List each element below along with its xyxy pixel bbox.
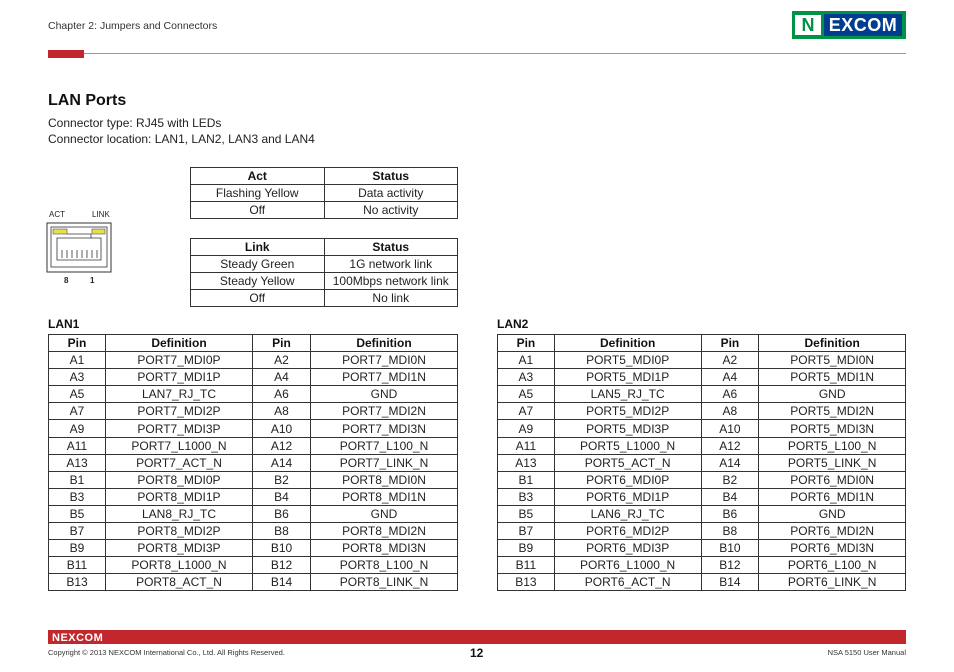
definition-cell: PORT8_MDI0P	[106, 471, 253, 488]
pin-cell: A10	[253, 420, 311, 437]
definition-cell: PORT8_MDI1N	[311, 488, 458, 505]
table-cell: Off	[191, 290, 325, 307]
pin-cell: A6	[701, 386, 759, 403]
pin-cell: A14	[253, 454, 311, 471]
pin-cell: B4	[701, 488, 759, 505]
definition-cell: PORT5_MDI0P	[554, 352, 701, 369]
lan1-pin-table	[48, 334, 458, 591]
definition-cell: LAN8_RJ_TC	[106, 505, 253, 522]
table-row	[49, 454, 458, 471]
definition-cell: PORT8_L1000_N	[106, 557, 253, 574]
pin-cell: B8	[701, 523, 759, 540]
table-row	[49, 386, 458, 403]
page-number: 12	[470, 646, 484, 660]
copyright-text: Copyright © 2013 NEXCOM International Co., Ltd. All Rights Reserved.	[48, 648, 285, 657]
pin-cell: B14	[701, 574, 759, 591]
pin-cell: B12	[253, 557, 311, 574]
pin-cell: B3	[49, 488, 106, 505]
definition-cell: PORT7_MDI1P	[106, 369, 253, 386]
definition-cell: PORT5_ACT_N	[554, 454, 701, 471]
table-row	[49, 557, 458, 574]
footer-red-bar	[48, 630, 906, 644]
table-cell: No activity	[324, 202, 458, 219]
definition-cell: PORT6_LINK_N	[759, 574, 906, 591]
definition-cell: PORT6_MDI3P	[554, 540, 701, 557]
table-cell: 1G network link	[324, 256, 458, 273]
table-row	[498, 523, 906, 540]
pin-cell: A3	[49, 369, 106, 386]
definition-cell: PORT6_L1000_N	[554, 557, 701, 574]
definition-cell: PORT8_L100_N	[311, 557, 458, 574]
nexcom-logo: N EXCOM	[792, 11, 906, 39]
definition-cell: PORT7_MDI1N	[311, 369, 458, 386]
table-header: Definition	[554, 335, 701, 352]
definition-cell: GND	[311, 505, 458, 522]
table-header: Pin	[498, 335, 555, 352]
table-row	[498, 403, 906, 420]
pin-cell: A1	[498, 352, 555, 369]
table-header: Status	[324, 168, 458, 185]
table-cell: 100Mbps network link	[324, 273, 458, 290]
pin-cell: B5	[49, 505, 106, 522]
pin-cell: A3	[498, 369, 555, 386]
definition-cell: GND	[759, 505, 906, 522]
pin-cell: B1	[498, 471, 555, 488]
table-row	[49, 488, 458, 505]
table-header: Definition	[311, 335, 458, 352]
table-cell: Data activity	[324, 185, 458, 202]
pin-cell: B6	[701, 505, 759, 522]
table-header: Link	[191, 239, 325, 256]
table-header: Pin	[49, 335, 106, 352]
link-led-table	[190, 238, 458, 307]
definition-cell: PORT5_MDI3N	[759, 420, 906, 437]
pin-cell: A14	[701, 454, 759, 471]
table-row	[498, 540, 906, 557]
pin-cell: A2	[701, 352, 759, 369]
definition-cell: PORT7_MDI2N	[311, 403, 458, 420]
table-row	[49, 352, 458, 369]
definition-cell: PORT5_MDI2N	[759, 403, 906, 420]
definition-cell: PORT5_MDI1N	[759, 369, 906, 386]
definition-cell: PORT7_LINK_N	[311, 454, 458, 471]
pin-cell: A11	[498, 437, 555, 454]
pin-cell: B9	[49, 540, 106, 557]
table-row	[498, 505, 906, 522]
definition-cell: PORT8_MDI1P	[106, 488, 253, 505]
pin-1-label: 1	[90, 276, 95, 285]
table-row	[49, 420, 458, 437]
lan2-label: LAN2	[497, 317, 529, 331]
pin-cell: B8	[253, 523, 311, 540]
link-label: LINK	[92, 210, 110, 219]
pin-cell: A5	[49, 386, 106, 403]
definition-cell: PORT5_MDI3P	[554, 420, 701, 437]
table-row	[498, 557, 906, 574]
definition-cell: GND	[759, 386, 906, 403]
pin-cell: B11	[49, 557, 106, 574]
table-row	[49, 437, 458, 454]
table-row	[49, 369, 458, 386]
pin-cell: B12	[701, 557, 759, 574]
definition-cell: PORT6_MDI0N	[759, 471, 906, 488]
table-cell: Flashing Yellow	[191, 185, 325, 202]
table-row	[498, 488, 906, 505]
definition-cell: PORT6_MDI0P	[554, 471, 701, 488]
table-cell: Steady Green	[191, 256, 325, 273]
lan2-pin-table	[497, 334, 906, 591]
chapter-title: Chapter 2: Jumpers and Connectors	[48, 20, 218, 32]
definition-cell: PORT6_L100_N	[759, 557, 906, 574]
table-header: Act	[191, 168, 325, 185]
connector-type: Connector type: RJ45 with LEDs	[48, 116, 222, 130]
definition-cell: PORT7_MDI3P	[106, 420, 253, 437]
definition-cell: PORT7_ACT_N	[106, 454, 253, 471]
table-row	[49, 523, 458, 540]
footer-square-decoration	[890, 630, 896, 636]
definition-cell: PORT6_MDI1P	[554, 488, 701, 505]
pin-cell: B11	[498, 557, 555, 574]
manual-title: NSA 5150 User Manual	[827, 648, 906, 657]
footer-logo: NEXCOM	[52, 632, 104, 644]
pin-cell: A12	[253, 437, 311, 454]
pin-8-label: 8	[64, 276, 69, 285]
definition-cell: PORT8_ACT_N	[106, 574, 253, 591]
pin-cell: A8	[253, 403, 311, 420]
pin-cell: A4	[701, 369, 759, 386]
table-row	[49, 505, 458, 522]
pin-cell: B7	[49, 523, 106, 540]
pin-cell: A13	[49, 454, 106, 471]
table-row	[191, 202, 458, 219]
header-red-bar	[48, 50, 84, 58]
pin-cell: B5	[498, 505, 555, 522]
pin-cell: B4	[253, 488, 311, 505]
pin-cell: B2	[253, 471, 311, 488]
pin-cell: B1	[49, 471, 106, 488]
definition-cell: PORT6_MDI1N	[759, 488, 906, 505]
definition-cell: PORT7_MDI3N	[311, 420, 458, 437]
pin-cell: A7	[49, 403, 106, 420]
definition-cell: PORT7_L100_N	[311, 437, 458, 454]
pin-cell: B3	[498, 488, 555, 505]
rj45-connector-diagram	[45, 210, 115, 290]
table-row	[49, 471, 458, 488]
definition-cell: PORT5_MDI1P	[554, 369, 701, 386]
rj45-jack-icon	[45, 220, 115, 280]
pin-cell: B14	[253, 574, 311, 591]
definition-cell: PORT5_LINK_N	[759, 454, 906, 471]
definition-cell: PORT7_MDI0P	[106, 352, 253, 369]
pin-cell: B7	[498, 523, 555, 540]
pin-cell: A2	[253, 352, 311, 369]
pin-cell: B9	[498, 540, 555, 557]
table-row	[498, 420, 906, 437]
footer-square-decoration	[897, 637, 906, 644]
definition-cell: PORT5_L100_N	[759, 437, 906, 454]
pin-cell: A7	[498, 403, 555, 420]
pin-cell: B13	[498, 574, 555, 591]
table-row	[498, 437, 906, 454]
pin-cell: B10	[701, 540, 759, 557]
lan1-label: LAN1	[48, 317, 80, 331]
table-row	[191, 185, 458, 202]
table-header: Status	[324, 239, 458, 256]
definition-cell: PORT8_MDI3P	[106, 540, 253, 557]
link-led	[92, 229, 105, 234]
definition-cell: PORT8_MDI2N	[311, 523, 458, 540]
table-header: Definition	[759, 335, 906, 352]
pin-cell: B6	[253, 505, 311, 522]
pin-cell: B13	[49, 574, 106, 591]
table-header: Definition	[106, 335, 253, 352]
definition-cell: PORT7_L1000_N	[106, 437, 253, 454]
pin-cell: A9	[498, 420, 555, 437]
pin-cell: A11	[49, 437, 106, 454]
definition-cell: GND	[311, 386, 458, 403]
pin-cell: A9	[49, 420, 106, 437]
pin-cell: B2	[701, 471, 759, 488]
section-title: LAN Ports	[48, 92, 127, 109]
definition-cell: LAN7_RJ_TC	[106, 386, 253, 403]
table-header: Pin	[253, 335, 311, 352]
act-led-table	[190, 167, 458, 219]
table-row	[49, 574, 458, 591]
act-led	[53, 229, 67, 234]
definition-cell: PORT8_MDI3N	[311, 540, 458, 557]
table-cell: Steady Yellow	[191, 273, 325, 290]
table-row	[49, 403, 458, 420]
pin-cell: A10	[701, 420, 759, 437]
definition-cell: PORT6_MDI2P	[554, 523, 701, 540]
table-cell: No link	[324, 290, 458, 307]
table-row	[498, 574, 906, 591]
definition-cell: PORT7_MDI2P	[106, 403, 253, 420]
table-row	[49, 540, 458, 557]
definition-cell: PORT8_MDI2P	[106, 523, 253, 540]
pin-cell: A8	[701, 403, 759, 420]
table-row	[498, 454, 906, 471]
table-row	[498, 352, 906, 369]
pin-cell: A4	[253, 369, 311, 386]
definition-cell: PORT6_MDI2N	[759, 523, 906, 540]
pin-cell: A5	[498, 386, 555, 403]
table-row	[191, 256, 458, 273]
pin-cell: A6	[253, 386, 311, 403]
header-divider	[84, 53, 906, 54]
pin-cell: A13	[498, 454, 555, 471]
definition-cell: PORT8_LINK_N	[311, 574, 458, 591]
definition-cell: PORT6_ACT_N	[554, 574, 701, 591]
definition-cell: PORT6_MDI3N	[759, 540, 906, 557]
connector-location: Connector location: LAN1, LAN2, LAN3 and LAN4	[48, 132, 315, 146]
definition-cell: PORT8_MDI0N	[311, 471, 458, 488]
pin-cell: B10	[253, 540, 311, 557]
table-row	[498, 471, 906, 488]
definition-cell: PORT5_L1000_N	[554, 437, 701, 454]
table-header: Pin	[701, 335, 759, 352]
table-row	[191, 290, 458, 307]
act-label: ACT	[49, 210, 65, 219]
pin-cell: A12	[701, 437, 759, 454]
definition-cell: PORT7_MDI0N	[311, 352, 458, 369]
definition-cell: PORT5_MDI2P	[554, 403, 701, 420]
definition-cell: PORT5_MDI0N	[759, 352, 906, 369]
definition-cell: LAN5_RJ_TC	[554, 386, 701, 403]
pin-cell: A1	[49, 352, 106, 369]
table-row	[498, 369, 906, 386]
table-cell: Off	[191, 202, 325, 219]
table-row	[498, 386, 906, 403]
definition-cell: LAN6_RJ_TC	[554, 505, 701, 522]
table-row	[191, 273, 458, 290]
